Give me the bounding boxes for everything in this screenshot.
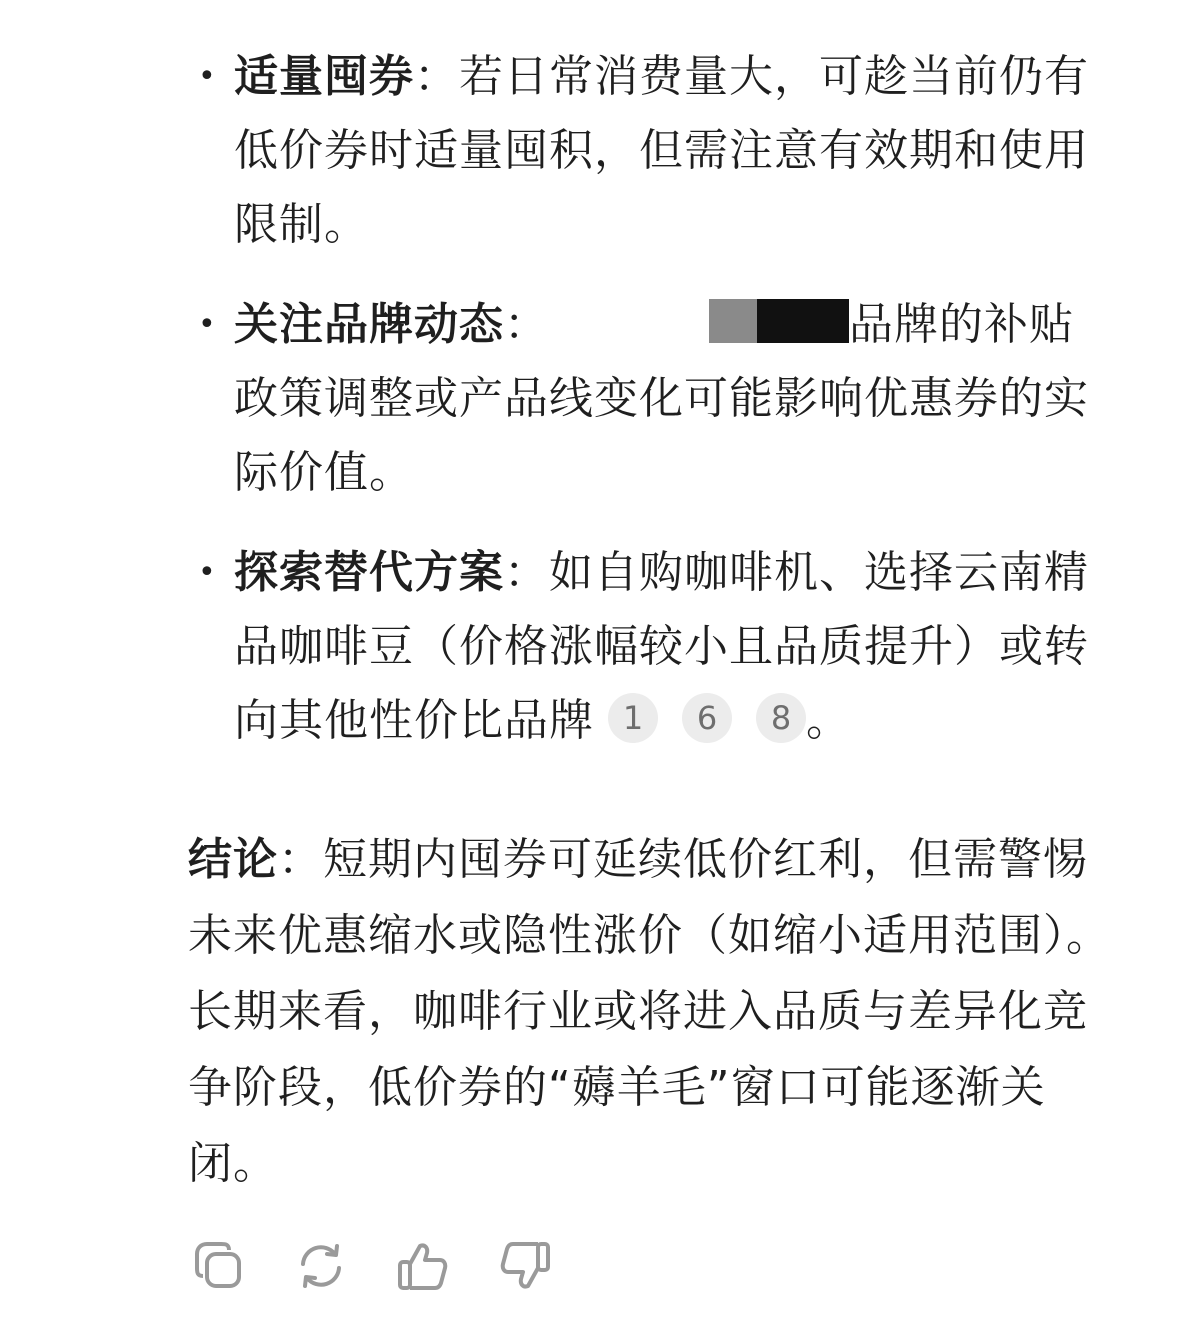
bullet-title: 关注品牌动态 — [234, 299, 504, 350]
citation-badge[interactable]: 6 — [682, 693, 732, 743]
conclusion-paragraph — [188, 822, 1118, 1202]
citation-badge[interactable]: 1 — [608, 693, 658, 743]
dislike-button[interactable] — [494, 1236, 556, 1296]
refresh-icon — [293, 1238, 349, 1294]
bullet-item-brand-news — [234, 288, 1094, 510]
conclusion-title: 结论 — [188, 834, 278, 885]
bullet-end-punct: 。 — [806, 695, 851, 746]
bullet-item-alternatives — [234, 536, 1094, 758]
like-button[interactable] — [392, 1236, 454, 1296]
copy-icon — [191, 1238, 247, 1294]
answer-bullet-list — [234, 40, 1094, 784]
bullet-text: 若日常消费量大，可趁当前仍有低价券时适量囤积，但需注意有效期和使用限制。 — [234, 51, 1089, 250]
conclusion-separator: ： — [278, 834, 323, 885]
thumbs-down-icon — [497, 1238, 553, 1294]
bullet-separator: ： — [504, 299, 549, 350]
bullet-separator: ： — [504, 547, 549, 598]
bullet-text: 品牌的补贴政策调整或产品线变化可能影响优惠券的实际价值。 — [234, 299, 1089, 498]
citation-badge[interactable]: 8 — [756, 693, 806, 743]
bullet-title: 适量囤券 — [234, 51, 414, 102]
regenerate-button[interactable] — [290, 1236, 352, 1296]
conclusion-text: 短期内囤券可延续低价红利，但需警惕未来优惠缩水或隐性涨价（如缩小适用范围）。长期来看，咖啡行业或将进入品质与差异化竞争阶段，低价券的“薅羊毛”窗口可能逐渐关闭。 — [188, 834, 1111, 1189]
bullet-title: 探索替代方案 — [234, 547, 504, 598]
message-action-bar — [188, 1236, 556, 1296]
bullet-text: 如自购咖啡机、选择云南精品咖啡豆（价格涨幅较小且品质提升）或转向其他性价比品牌 — [234, 547, 1089, 746]
redacted-text — [709, 299, 849, 343]
bullet-separator: ： — [414, 51, 459, 102]
thumbs-up-icon — [395, 1238, 451, 1294]
bullet-item-stock-coupons — [234, 40, 1094, 262]
copy-button[interactable] — [188, 1236, 250, 1296]
